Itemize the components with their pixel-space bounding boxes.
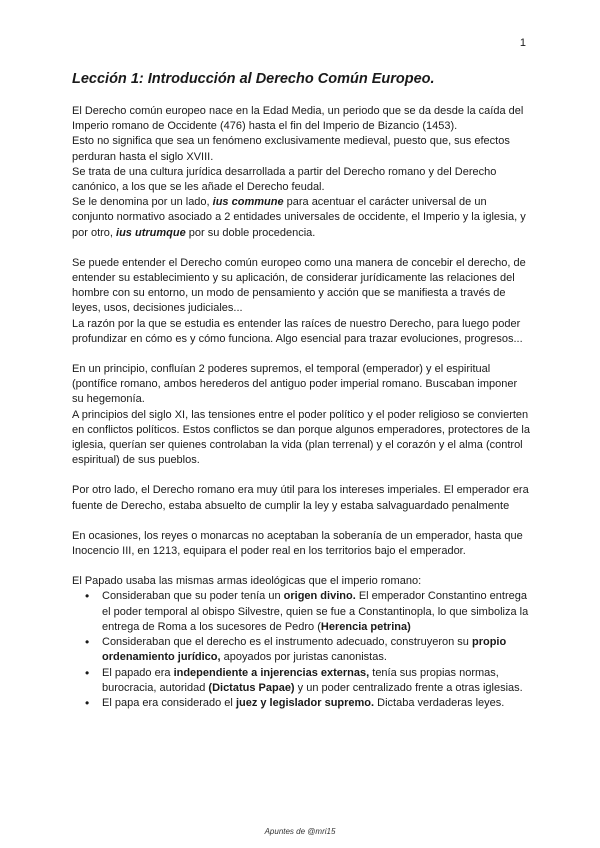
text-run: y un poder centralizado frente a otras iglesias.	[294, 681, 523, 694]
paragraph: Esto no significa que sea un fenómeno exclusivamente medieval, puesto que, sus efectos perduran hasta el siglo XVIII.	[72, 135, 510, 163]
paragraph: Por otro lado, el Derecho romano era muy útil para los intereses imperiales. El emperador era fuente de Derecho, estaba absuelto de cumplir la ley y estaba salvaguardado penalmente	[72, 484, 529, 512]
text-run: El emperador Constantino entrega el poder temporal al obispo Silvestre, quien se fue a Constantinopla, lo que simboliza la entrega de Roma a los sucesores de Pedro (	[102, 590, 529, 633]
page-footer: Apuntes de @mri15	[264, 827, 336, 836]
bold-term: Herencia petrina)	[320, 620, 411, 633]
term-ius-utrumque: ius utrumque	[116, 226, 186, 239]
text-run: Se le denomina por un lado,	[72, 196, 213, 209]
paragraph: La razón por la que se estudia es entender las raíces de nuestro Derecho, para luego poder profundizar en cómo es y cómo funciona. Algo esencial para trazar evoluciones, progresos...	[72, 317, 523, 345]
paragraph: El Derecho común europeo nace en la Edad Media, un periodo que se da desde la caída del Imperio romano de Occidente (476) hasta el fin del Imperio de Bizancio (1453).	[72, 105, 524, 133]
paragraph: A principios del siglo XI, las tensiones entre el poder político y el poder religioso se convierten en conflictos políticos. Estos conflictos se dan porque algunos emperadores, protectores de la iglesia, querían ser quienes controlaban la vida (plan terrenal) y el corazón y el alma (control espiritual) de sus pueblos.	[72, 408, 530, 467]
lesson-title: Lección 1: Introducción al Derecho Común Europeo.	[72, 71, 435, 87]
bold-term: origen divino.	[283, 590, 356, 603]
text-run: Consideraban que el derecho es el instrumento adecuado, construyeron su	[102, 636, 472, 649]
paragraph-ius-commune	[72, 195, 530, 241]
text-run: apoyados por juristas canonistas.	[220, 651, 387, 664]
term-ius-commune: ius commune	[212, 196, 284, 209]
paragraph: En un principio, confluían 2 poderes supremos, el temporal (emperador) y el espiritual (pontífice romano, ambos herederos del antiguo poder imperial romano. Buscaban imponer su hegemonía.	[72, 363, 518, 406]
bold-term: juez y legislador supremo.	[235, 696, 375, 709]
list-item	[102, 666, 530, 696]
text-run: tenía sus propias normas, burocracia, autoridad	[102, 666, 499, 694]
text-run: Consideraban que su poder tenía un	[102, 590, 284, 603]
page-number: 1	[519, 37, 526, 49]
text-run: Dictaba verdaderas leyes.	[374, 696, 505, 709]
document-body	[72, 70, 530, 711]
text-run: El papa era considerado el	[102, 696, 236, 709]
text-run: El papado era	[102, 666, 174, 679]
bullet-list	[72, 589, 530, 711]
list-item	[102, 696, 530, 711]
paragraph: Se puede entender el Derecho común europeo como una manera de concebir el derecho, de entender su establecimiento y su aplicación, de considerar jurídicamente las relaciones del hombre con su entorno, un modo de pensamiento y acción que se manifiesta a través de leyes, usos, decisiones judiciales...	[72, 256, 526, 315]
list-intro: El Papado usaba las mismas armas ideológicas que el imperio romano:	[72, 575, 422, 588]
bold-term: propio ordenamiento jurídico,	[102, 636, 507, 664]
bold-term: independiente a injerencias externas,	[173, 666, 370, 679]
text-run: por su doble procedencia.	[185, 226, 316, 239]
text-run: para acentuar el carácter universal de un conjunto normativo asociado a 2 entidades universales de occidente, el Imperio y la iglesia, y por otro,	[72, 196, 526, 239]
paragraph: Se trata de una cultura jurídica desarrollada a partir del Derecho romano y del Derecho canónico, a los que se les añade el Derecho feudal.	[72, 165, 497, 194]
paragraph: En ocasiones, los reyes o monarcas no aceptaban la soberanía de un emperador, hasta que Inocencio III, en 1213, equipara el poder real en los territorios bajo el emperador.	[72, 529, 523, 558]
bold-term: (Dictatus Papae)	[208, 681, 295, 694]
list-item	[102, 589, 530, 635]
list-item	[102, 635, 530, 665]
